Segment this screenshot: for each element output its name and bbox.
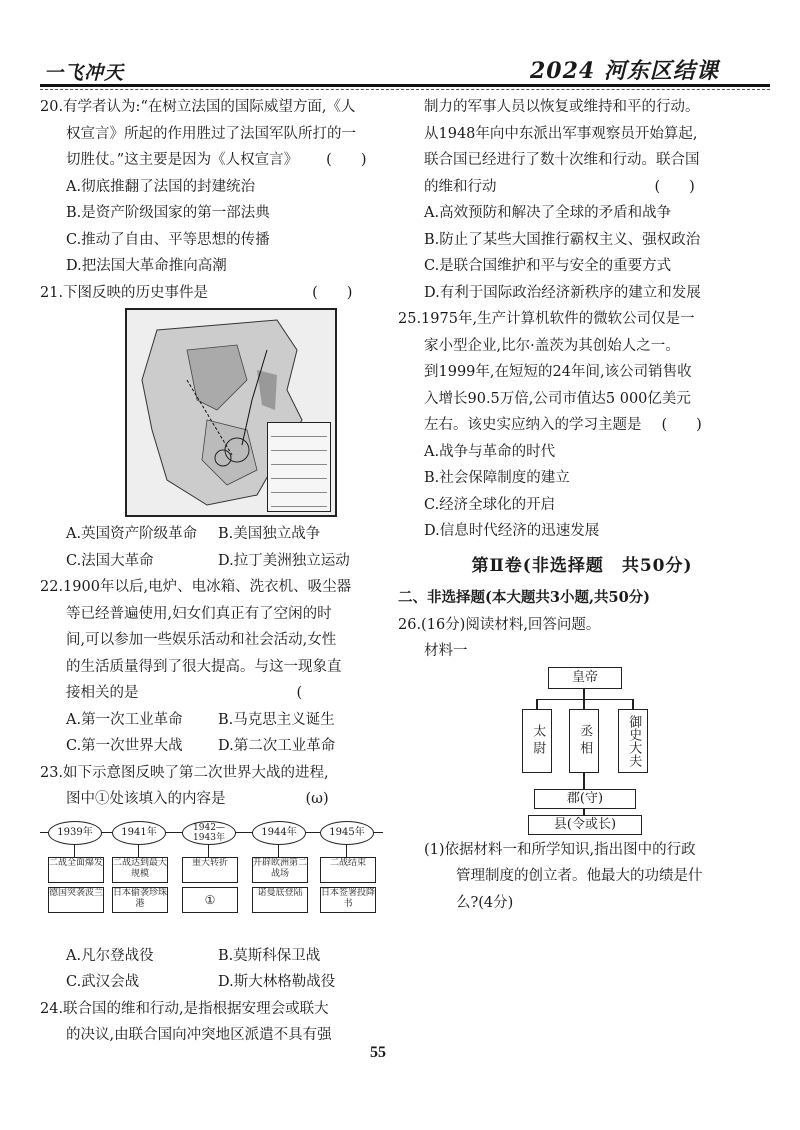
answer-paren: (ω) — [305, 791, 329, 807]
question-22 — [40, 574, 385, 760]
q23-line: 23.如下示意图反映了第二次世界大战的进程, — [40, 764, 329, 781]
q23-option-b: B.莫斯科保卫战 — [218, 947, 321, 964]
q20-option-b: B.是资产阶级国家的第一部法典 — [66, 205, 270, 221]
answer-paren: ( ) — [312, 284, 353, 301]
q25-line: 25.1975年,生产计算机软件的微软公司仅是一 — [398, 311, 695, 327]
q23-option-d: D.斯大林格勒战役 — [218, 974, 336, 990]
q24-option-d: D.有利于国际政治经济新秩序的建立和发展 — [424, 284, 701, 301]
q20-line: 20.有学者认为:“在树立法国的国际威望方面,《人 — [40, 99, 356, 115]
timeline-event: 二战全面爆发 — [48, 857, 104, 883]
header-title: 2024 河东区结课 — [530, 58, 719, 84]
chart-prefecture: 郡(守) — [534, 789, 636, 809]
timeline-event: 日本签署投降书 — [320, 887, 376, 913]
answer-paren: ( ) — [661, 417, 702, 433]
q20-line: 切胜仗。”这主要是因为《人权宣言》 ( ) — [66, 152, 367, 168]
chart-line — [583, 773, 585, 789]
timeline-event: 德国突袭波兰 — [48, 887, 104, 913]
section-2-title: 第Ⅱ卷(非选择题 共50分) — [471, 555, 693, 576]
admin-system-chart — [398, 667, 766, 837]
timeline-year: 1942—1943年 — [182, 821, 236, 845]
q25-option-b: B.社会保障制度的建立 — [424, 470, 570, 486]
q22-options-row — [40, 707, 385, 734]
timeline-event: 二战结束 — [320, 857, 376, 883]
chart-taiwei: 太尉 — [522, 709, 552, 773]
history-map — [125, 308, 337, 517]
q25-option-c: C.经济全球化的开启 — [424, 496, 556, 513]
q21-options-row — [40, 521, 385, 548]
ww2-timeline — [40, 817, 385, 939]
q20-option-c: C.推动了自由、平等思想的传播 — [66, 231, 270, 248]
question-25 — [398, 306, 766, 545]
q25-option-d: D.信息时代经济的迅速发展 — [424, 523, 600, 539]
q24-option-b: B.防止了某些大国推行霸权主义、强权政治 — [424, 231, 701, 248]
answer-paren: ( — [296, 685, 303, 701]
header-logo: 一飞冲天 — [44, 62, 125, 84]
chart-line — [583, 699, 585, 709]
q23-options-row — [40, 943, 385, 970]
q24-line: 的维和行动 ( ) — [424, 178, 695, 195]
q23-line: 图中①处该填入的内容是 (ω) — [66, 791, 329, 807]
q22-line: 的生活质量得到了很大提高。与这一现象直 — [66, 658, 342, 675]
page-number: 55 — [370, 1044, 386, 1061]
q24-option-a: A.高效预防和解决了全球的矛盾和战争 — [424, 205, 672, 221]
q21-option-b: B.美国独立战争 — [218, 526, 321, 542]
q24-line: 的决议,由联合国向冲突地区派遣不具有强 — [66, 1027, 332, 1043]
chart-county: 县(令或长) — [528, 815, 642, 835]
q20-option-d: D.把法国大革命推向高潮 — [66, 258, 227, 274]
connector — [278, 845, 279, 857]
q21-options-row — [40, 548, 385, 575]
q22-line: 间,可以参加一些娱乐活动和社会活动,女性 — [66, 632, 337, 648]
answer-paren: ( ) — [326, 152, 367, 168]
q22-line: 等已经普遍使用,妇女们真正有了空闲的时 — [66, 605, 332, 622]
q22-option-d: D.第二次工业革命 — [218, 738, 336, 754]
question-20 — [40, 94, 385, 280]
right-column — [398, 94, 766, 916]
q24-line: 24.联合国的维和行动,是指根据安理会或联大 — [40, 1000, 329, 1017]
q20-option-a: A.彻底推翻了法国的封建统治 — [66, 178, 256, 195]
q22-line: 接相关的是 ( — [66, 685, 303, 701]
section-2-heading: 二、非选择题(本大题共3小题,共50分) — [398, 589, 651, 606]
q21-option-c: C.法国大革命 — [66, 552, 154, 569]
chart-line — [583, 689, 585, 699]
q26-sub1-line: (1)依据材料一和所学知识,指出图中的行政 — [424, 841, 696, 858]
q26-intro: 26.(16分)阅读材料,回答问题。 — [398, 616, 601, 633]
q22-option-c: C.第一次世界大战 — [66, 738, 183, 754]
q24-line: 从1948年向中东派出军事观察员开始算起, — [424, 125, 698, 142]
q21-option-d: D.拉丁美洲独立运动 — [218, 552, 350, 569]
header-rule — [40, 84, 770, 87]
q25-line: 家小型企业,比尔·盖茨为其创始人之一。 — [424, 337, 680, 354]
timeline-event: 开辟欧洲第二战场 — [252, 857, 308, 883]
timeline-event: 日本偷袭珍珠港 — [112, 887, 168, 913]
chart-line — [536, 699, 538, 709]
chart-chancellor: 丞相 — [569, 709, 599, 773]
timeline-year: 1939年 — [48, 821, 102, 845]
q25-option-a: A.战争与革命的时代 — [424, 443, 556, 460]
timeline-event: 诺曼底登陆 — [252, 887, 308, 913]
question-21 — [40, 280, 385, 575]
timeline-year: 1944年 — [252, 821, 306, 845]
chart-line — [632, 699, 634, 709]
q23-option-c: C.武汉会战 — [66, 974, 140, 990]
q24-line: 制力的军事人员以恢复或维持和平的行动。 — [424, 99, 700, 115]
timeline-year: 1941年 — [112, 821, 166, 845]
map-legend — [267, 422, 331, 512]
q22-options-row — [40, 733, 385, 760]
q25-line: 左右。该史实应纳入的学习主题是 ( ) — [424, 417, 702, 433]
q20-line: 权宣言》所起的作用胜过了法国军队所打的一 — [66, 125, 356, 142]
left-column — [40, 94, 385, 1049]
q22-line: 22.1900年以后,电炉、电冰箱、洗衣机、吸尘器 — [40, 579, 352, 595]
connector — [138, 845, 139, 857]
q26-sub1 — [398, 837, 766, 917]
timeline-year: 1945年 — [320, 821, 374, 845]
q22-option-b: B.马克思主义诞生 — [218, 711, 335, 728]
timeline-blank: ① — [182, 887, 238, 913]
q24-line: 联合国已经进行了数十次维和行动。联合国 — [424, 152, 700, 168]
q26-sub1-line: 么?(4分) — [456, 894, 514, 911]
q23-options-row — [40, 969, 385, 996]
material-label: 材料一 — [424, 643, 468, 659]
header-rule-dashed — [40, 89, 770, 90]
connector — [208, 845, 209, 857]
q25-line: 入增长90.5万倍,公司市值达5 000亿美元 — [424, 390, 691, 407]
q23-option-a: A.凡尔登战役 — [66, 947, 154, 964]
chart-emperor: 皇帝 — [548, 667, 622, 689]
question-24-cont — [398, 94, 766, 306]
answer-paren: ( ) — [654, 178, 695, 195]
question-24-start — [40, 996, 385, 1049]
timeline-event: 二战达到最大规模 — [112, 857, 168, 883]
q21-option-a: A.英国资产阶级革命 — [66, 526, 198, 542]
question-23 — [40, 760, 385, 996]
q24-option-c: C.是联合国维护和平与安全的重要方式 — [424, 258, 672, 274]
chart-censor: 御史大夫 — [618, 709, 648, 773]
q21-stem: 21.下图反映的历史事件是 ( ) — [40, 284, 353, 301]
q26-sub1-line: 管理制度的创立者。他最大的功绩是什 — [456, 868, 703, 884]
connector — [346, 845, 347, 857]
q25-line: 到1999年,在短短的24年间,该公司销售收 — [424, 364, 692, 380]
timeline-event: 重大转折 — [182, 857, 238, 883]
q22-option-a: A.第一次工业革命 — [66, 711, 183, 728]
connector — [74, 845, 75, 857]
